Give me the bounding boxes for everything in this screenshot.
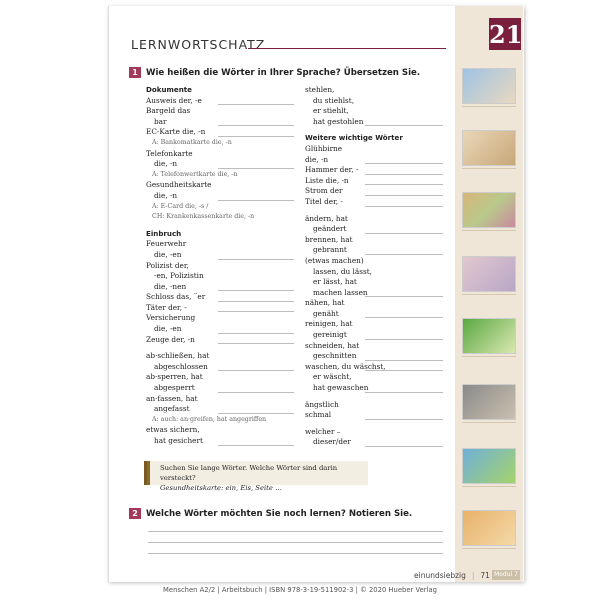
vocab-text: dieser/der: [313, 437, 351, 447]
vocab-text: A: Bankomatkarte die, -n: [152, 138, 232, 146]
thumb-write-line: [462, 422, 516, 423]
vocab-entry: [305, 427, 445, 438]
vocab-entry: [146, 292, 296, 303]
vocab-entry: [146, 261, 296, 272]
vocab-text: machen lassen: [313, 287, 368, 297]
vocab-text: an·fassen, hat: [146, 393, 198, 403]
vocab-entry: [305, 197, 445, 208]
page-number-footer: einundsiebzig | 71: [414, 571, 490, 580]
vocab-entry: [305, 155, 445, 166]
translation-line[interactable]: [365, 296, 443, 297]
vocab-entry: [305, 165, 445, 176]
vocab-text: Telefonkarte: [146, 148, 193, 158]
vocab-text: lassen, du lässt,: [313, 266, 372, 276]
vocab-entry: [305, 176, 445, 187]
translation-line[interactable]: [218, 259, 294, 260]
vocab-entry: [146, 180, 296, 191]
vocab-entry: [305, 224, 445, 235]
tip-line-2: [160, 483, 368, 493]
vocab-entry: [146, 106, 296, 117]
vocab-text: Täter der, -: [146, 302, 187, 312]
vocab-text: Strom der: [305, 186, 343, 196]
vocab-text: Gesundheitskarte: [146, 180, 212, 190]
vocab-text: die, -nen: [154, 281, 187, 291]
translation-line[interactable]: [218, 413, 294, 414]
vocab-entry: [146, 117, 296, 128]
translation-line[interactable]: [218, 104, 294, 105]
translation-line[interactable]: [365, 317, 443, 318]
vocab-entry: [305, 267, 445, 278]
vocab-text: die, -en: [154, 324, 182, 334]
banknotes-image: [462, 192, 516, 228]
thumb-write-line: [462, 356, 516, 357]
vocab-text: gebrannt: [313, 245, 347, 255]
translation-line[interactable]: [365, 339, 443, 340]
translation-line[interactable]: [365, 392, 443, 393]
regional-variant-note: [146, 138, 296, 149]
vocab-entry: [146, 335, 296, 346]
translation-line[interactable]: [218, 392, 294, 393]
translation-line[interactable]: [218, 343, 294, 344]
vocab-text: genäht: [313, 308, 339, 318]
phone-card-image: [462, 448, 516, 484]
section-heading: [146, 229, 296, 240]
regional-variant-note: [146, 170, 296, 181]
translation-line[interactable]: [365, 206, 443, 207]
vocab-entry: [146, 303, 296, 314]
translation-line[interactable]: [365, 184, 443, 185]
translation-line[interactable]: [365, 195, 443, 196]
notes-line[interactable]: [148, 531, 443, 532]
vocab-entry: [305, 298, 445, 309]
vocab-text: Zeuge der, -n: [146, 334, 195, 344]
vocab-entry: [305, 437, 445, 448]
section-heading: [305, 133, 445, 144]
vocab-text: A: Telefonwertkarte die, -n: [152, 170, 238, 178]
vocab-entry: [146, 372, 296, 383]
vocab-column-right: [305, 85, 445, 448]
vocab-text: ängstlich: [305, 399, 339, 409]
vocab-entry: [305, 144, 445, 155]
vocab-entry: [305, 235, 445, 246]
vocab-entry: [146, 149, 296, 160]
vocab-text: abgesperrt: [154, 383, 195, 393]
vocab-column-left: [146, 85, 296, 447]
vocab-entry: [305, 330, 445, 341]
vocab-entry: [305, 351, 445, 362]
exercise-1-title: [129, 67, 420, 78]
vocab-text: (etwas machen): [305, 255, 364, 265]
vocab-text: die, -n: [154, 159, 178, 169]
vocab-text: CH: Krankenkassenkarte die, -n: [152, 213, 255, 221]
translation-line[interactable]: [218, 290, 294, 291]
vocab-text: nähen, hat: [305, 298, 345, 308]
vocab-entry: [146, 271, 296, 282]
vocab-entry: [146, 313, 296, 324]
thumb-write-line: [462, 486, 516, 487]
vocab-entry: [305, 186, 445, 197]
vocab-text: Bargeld das: [146, 106, 191, 116]
regional-variant-note: [146, 212, 296, 223]
health-card-image: [462, 318, 516, 354]
vocab-entry: [305, 410, 445, 421]
card-in-hand-image: [462, 68, 516, 104]
gold-card-image: [462, 510, 516, 546]
vocab-entry: [305, 288, 445, 299]
translation-line[interactable]: [218, 333, 294, 334]
notes-line[interactable]: [148, 553, 443, 554]
bank-card-image: [462, 384, 516, 420]
vocab-entry: [146, 250, 296, 261]
translation-line[interactable]: [365, 163, 443, 164]
vocab-text: die, -n: [305, 154, 329, 164]
vocab-entry: [305, 277, 445, 288]
translation-line[interactable]: [365, 370, 443, 371]
thumb-write-line: [462, 230, 516, 231]
translation-line[interactable]: [218, 311, 294, 312]
vocab-text: gereinigt: [313, 330, 347, 340]
exercise-1-number: 1: [129, 67, 141, 78]
vocab-entry: [305, 214, 445, 225]
vocab-entry: [146, 282, 296, 293]
vocab-entry: [146, 362, 296, 373]
thumb-write-line: [462, 548, 516, 549]
translation-line[interactable]: [365, 419, 443, 420]
vocab-entry: [305, 256, 445, 267]
tip-line-1: Suchen Sie lange Wörter. Welche Wörter sind darin versteckt?: [160, 464, 338, 482]
vocab-text: brennen, hat: [305, 234, 353, 244]
vocab-text: hat gesichert: [154, 436, 203, 445]
translation-line[interactable]: [218, 168, 294, 169]
vocab-entry: [305, 341, 445, 352]
vocab-text: du stiehlst,: [313, 95, 355, 105]
vocab-text: ab·schließen, hat: [146, 351, 210, 361]
vocab-entry: [146, 324, 296, 335]
translation-line[interactable]: [365, 360, 443, 361]
vocab-text: abgeschlossen: [154, 361, 208, 371]
page-number: 71: [480, 571, 490, 580]
translation-line[interactable]: [218, 125, 294, 126]
vocab-text: schmal: [305, 410, 332, 420]
exercise-2-title: [129, 508, 412, 519]
vocab-text: Versicherung: [146, 313, 196, 323]
vocab-entry: [146, 436, 296, 447]
vocab-text: Hammer der, -: [305, 165, 359, 175]
vocab-text: reinigen, hat: [305, 319, 353, 329]
vocab-entry: [305, 319, 445, 330]
vocab-text: Titel der, -: [305, 196, 343, 206]
translation-line[interactable]: [365, 233, 443, 234]
vocab-text: geschnitten: [313, 351, 357, 361]
vocab-entry: [146, 127, 296, 138]
publisher-credit: Menschen A2/2 | Arbeitsbuch | ISBN 978-3-19-511902-3 | © 2020 Hueber Verlag: [163, 586, 437, 594]
vocab-text: Einbruch: [146, 228, 182, 238]
vocab-entry: [146, 383, 296, 394]
translation-line[interactable]: [218, 370, 294, 371]
vocab-entry: [305, 85, 445, 96]
translation-line[interactable]: [365, 125, 443, 126]
vocab-entry: [305, 362, 445, 373]
vocab-entry: [305, 117, 445, 128]
vocab-entry: [305, 400, 445, 411]
vocab-text: die, -en: [154, 249, 182, 259]
vocab-entry: [146, 191, 296, 202]
chapter-number-badge: 21: [489, 20, 523, 49]
regional-variant-note: [146, 415, 296, 426]
translation-line[interactable]: [365, 446, 443, 447]
vocab-text: Weitere wichtige Wörter: [305, 133, 403, 143]
translation-line[interactable]: [365, 174, 443, 175]
vocab-entry: [146, 351, 296, 362]
vocab-text: etwas sichern,: [146, 425, 200, 435]
title-rule: [248, 48, 446, 49]
tip-box: [147, 461, 368, 492]
vocab-entry: [146, 239, 296, 250]
vocab-text: hat gewaschen: [313, 383, 369, 393]
vocab-text: Dokumente: [146, 85, 192, 94]
vocab-text: geändert: [313, 224, 347, 234]
translation-line[interactable]: [218, 136, 294, 137]
section-heading: [146, 85, 296, 96]
vocab-entry: [305, 309, 445, 320]
vocab-entry: [305, 106, 445, 117]
translation-line[interactable]: [218, 301, 294, 302]
tip-line-2-text: Gesundheitskarte: ein, Eis, Seite …: [160, 484, 282, 492]
vocab-entry: [305, 372, 445, 383]
vocab-text: er wäscht,: [313, 372, 352, 382]
vocab-entry: [146, 159, 296, 170]
vocab-text: Liste die, -n: [305, 175, 349, 185]
exercise-2-text: Welche Wörter möchten Sie noch lernen? Notieren Sie.: [146, 509, 413, 519]
vocab-entry: [305, 383, 445, 394]
id-card-image: [462, 130, 516, 166]
vocab-text: er lässt, hat: [313, 277, 357, 287]
drivers-license-image: [462, 256, 516, 292]
vocab-entry: [305, 245, 445, 256]
vocab-text: EC-Karte die, -n: [146, 127, 206, 137]
translation-line[interactable]: [218, 445, 294, 446]
vocab-text: -en, Polizistin: [154, 271, 204, 281]
translation-line[interactable]: [365, 254, 443, 255]
vocab-entry: [146, 96, 296, 107]
exercise-1-text: Wie heißen die Wörter in Ihrer Sprache? Übersetzen Sie.: [146, 68, 421, 78]
vocab-text: Feuerwehr: [146, 239, 187, 249]
vocab-text: stehlen,: [305, 85, 335, 94]
vocab-text: welcher –: [305, 426, 341, 436]
vocab-text: A: E-Card die, -s /: [152, 202, 209, 210]
thumb-write-line: [462, 294, 516, 295]
vocab-text: ändern, hat: [305, 213, 348, 223]
vocab-text: er stiehlt,: [313, 106, 349, 116]
vocab-entry: [146, 425, 296, 436]
page-title: LERNWORTSCHATZ: [131, 37, 266, 52]
vocab-text: hat gestohlen: [313, 116, 364, 126]
vocab-text: Ausweis der, -e: [146, 95, 202, 105]
module-tab: Modul 7: [492, 570, 520, 580]
vocab-text: die, -n: [154, 190, 178, 200]
vocab-entry: [305, 96, 445, 107]
vocab-text: schneiden, hat: [305, 340, 360, 350]
vocab-entry: [146, 404, 296, 415]
thumb-write-line: [462, 106, 516, 107]
vocab-text: waschen, du wäschst,: [305, 361, 386, 371]
vocab-text: Polizist der,: [146, 260, 189, 270]
vocab-text: ab·sperren, hat: [146, 372, 203, 382]
vocab-entry: [146, 394, 296, 405]
vocab-text: Glühbirne: [305, 143, 343, 153]
page-number-word: einundsiebzig: [414, 571, 466, 580]
notes-line[interactable]: [148, 542, 443, 543]
vocab-text: bar: [154, 116, 167, 126]
vocab-text: angefasst: [154, 404, 190, 414]
regional-variant-note: [146, 202, 296, 213]
translation-line[interactable]: [218, 200, 294, 201]
thumb-write-line: [462, 168, 516, 169]
exercise-2-number: 2: [129, 508, 141, 519]
vocab-text: A: auch: an·greifen, hat angegriffen: [152, 415, 267, 423]
vocab-text: Schloss das, ¨er: [146, 292, 206, 302]
